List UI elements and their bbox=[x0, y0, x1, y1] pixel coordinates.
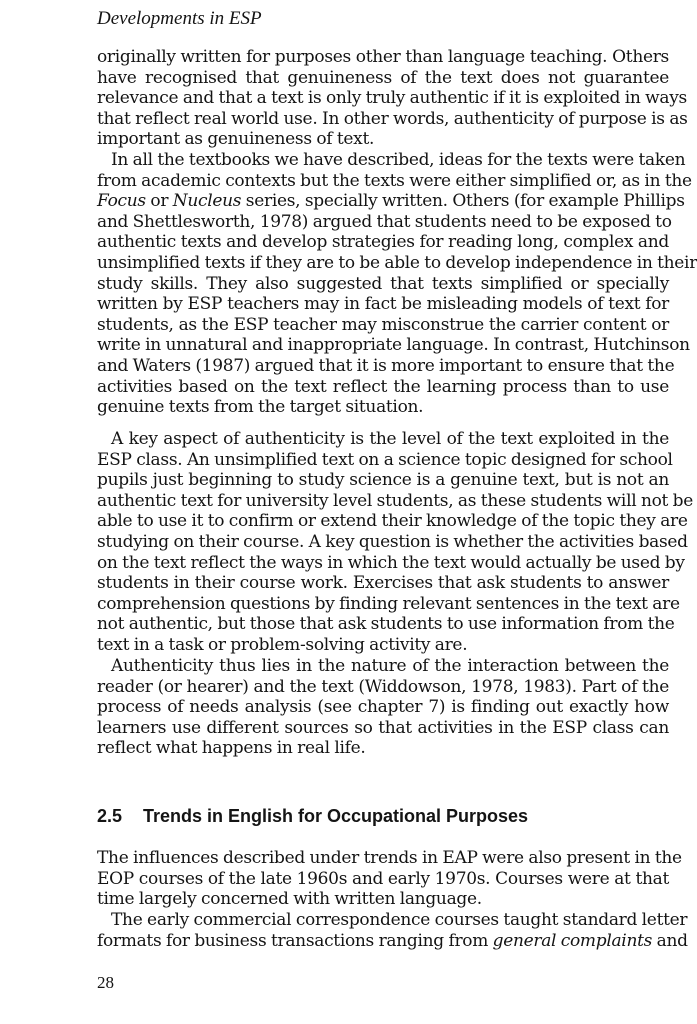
line-segment: formats for business transactions ranging from bbox=[97, 930, 493, 951]
text-line: The influences described under trends in EAP were also present in the bbox=[97, 848, 682, 868]
text-line: The early commercial correspondence courses taught standard letter bbox=[111, 910, 688, 930]
text-line: comprehension questions by finding relevant sentences in the text are bbox=[97, 593, 680, 614]
text-line: have recognised that genuineness of the text does not guarantee bbox=[97, 67, 669, 88]
text-line: relevance and that a text is only truly authentic if it is exploited in ways bbox=[97, 88, 687, 109]
text-line: unsimplified texts if they are to be able to develop independence in their bbox=[97, 252, 697, 273]
line-segment: or bbox=[145, 191, 173, 212]
text-line: and Waters (1987) argued that it is more important to ensure that the bbox=[97, 355, 675, 376]
text-line: that reflect real world use. In other words, authenticity of purpose is as bbox=[97, 108, 688, 129]
body-paragraph bbox=[97, 150, 697, 418]
text-line bbox=[97, 191, 685, 212]
text-line: authentic texts and develop strategies for reading long, complex and bbox=[97, 232, 669, 253]
section-number: 2.5 bbox=[97, 806, 123, 826]
body-paragraph bbox=[97, 656, 669, 759]
section-title: Trends in English for Occupational Purposes bbox=[143, 806, 529, 826]
text-line: originally written for purposes other than language teaching. Others bbox=[97, 47, 669, 67]
text-line: activities based on the text reflect the learning process than to use bbox=[97, 376, 669, 397]
text-line: write in unnatural and inappropriate language. In contrast, Hutchinson bbox=[97, 335, 690, 356]
text-line: ESP class. An unsimplified text on a science topic designed for school bbox=[97, 449, 673, 470]
text-line: written by ESP teachers may in fact be misleading models of text for bbox=[97, 294, 669, 315]
body-paragraph bbox=[97, 429, 694, 656]
italic-title-nucleus: Nucleus bbox=[172, 191, 242, 212]
line-segment: and bbox=[652, 930, 688, 951]
text-line: students, as the ESP teacher may misconstrue the carrier content or bbox=[97, 314, 669, 335]
text-line: learners use different sources so that activities in the ESP class can bbox=[97, 717, 669, 738]
body-paragraph bbox=[97, 910, 688, 951]
body-paragraph bbox=[97, 47, 688, 150]
text-line: process of needs analysis (see chapter 7) is finding out exactly how bbox=[97, 697, 669, 718]
text-line bbox=[97, 930, 688, 952]
text-line: from academic contexts but the texts were either simplified or, as in the bbox=[97, 170, 692, 191]
text-line: students in their course work. Exercises that ask students to answer bbox=[97, 573, 669, 594]
text-line: studying on their course. A key question is whether the activities based bbox=[97, 531, 688, 552]
text-line: In all the textbooks we have described, ideas for the texts were taken bbox=[111, 150, 686, 170]
running-head: Developments in ESP bbox=[97, 8, 262, 29]
text-line: Authenticity thus lies in the nature of the interaction between the bbox=[111, 656, 669, 676]
text-line: EOP courses of the late 1960s and early 1970s. Courses were at that bbox=[97, 868, 669, 889]
text-line: text in a task or problem-solving activity are. bbox=[97, 634, 468, 655]
text-line: and Shettlesworth, 1978) argued that students need to be exposed to bbox=[97, 211, 672, 232]
text-line: reader (or hearer) and the text (Widdowson, 1978, 1983). Part of the bbox=[97, 676, 669, 697]
text-line: reflect what happens in real life. bbox=[97, 738, 366, 759]
text-line: genuine texts from the target situation. bbox=[97, 397, 424, 418]
italic-phrase: general complaints bbox=[492, 930, 653, 951]
text-line: on the text reflect the ways in which the text would actually be used by bbox=[97, 552, 685, 573]
line-segment: series, specially written. Others (for example Phillips bbox=[241, 191, 685, 212]
text-line: pupils just beginning to study science is a genuine text, but is not an bbox=[97, 470, 669, 491]
text-line: A key aspect of authenticity is the level of the text exploited in the bbox=[111, 429, 669, 449]
text-line: time largely concerned with written language. bbox=[97, 889, 482, 910]
italic-title-focus: Focus bbox=[97, 191, 146, 212]
section-heading bbox=[97, 805, 528, 827]
text-line: able to use it to confirm or extend their knowledge of the topic they are bbox=[97, 511, 688, 532]
body-paragraph bbox=[97, 848, 682, 910]
text-line: study skills. They also suggested that texts simplified or specially bbox=[97, 273, 669, 294]
text-line: important as genuineness of text. bbox=[97, 129, 375, 150]
text-line: not authentic, but those that ask students to use information from the bbox=[97, 614, 675, 635]
page-number: 28 bbox=[97, 973, 114, 992]
text-line: authentic text for university level students, as these students will not be bbox=[97, 490, 694, 511]
